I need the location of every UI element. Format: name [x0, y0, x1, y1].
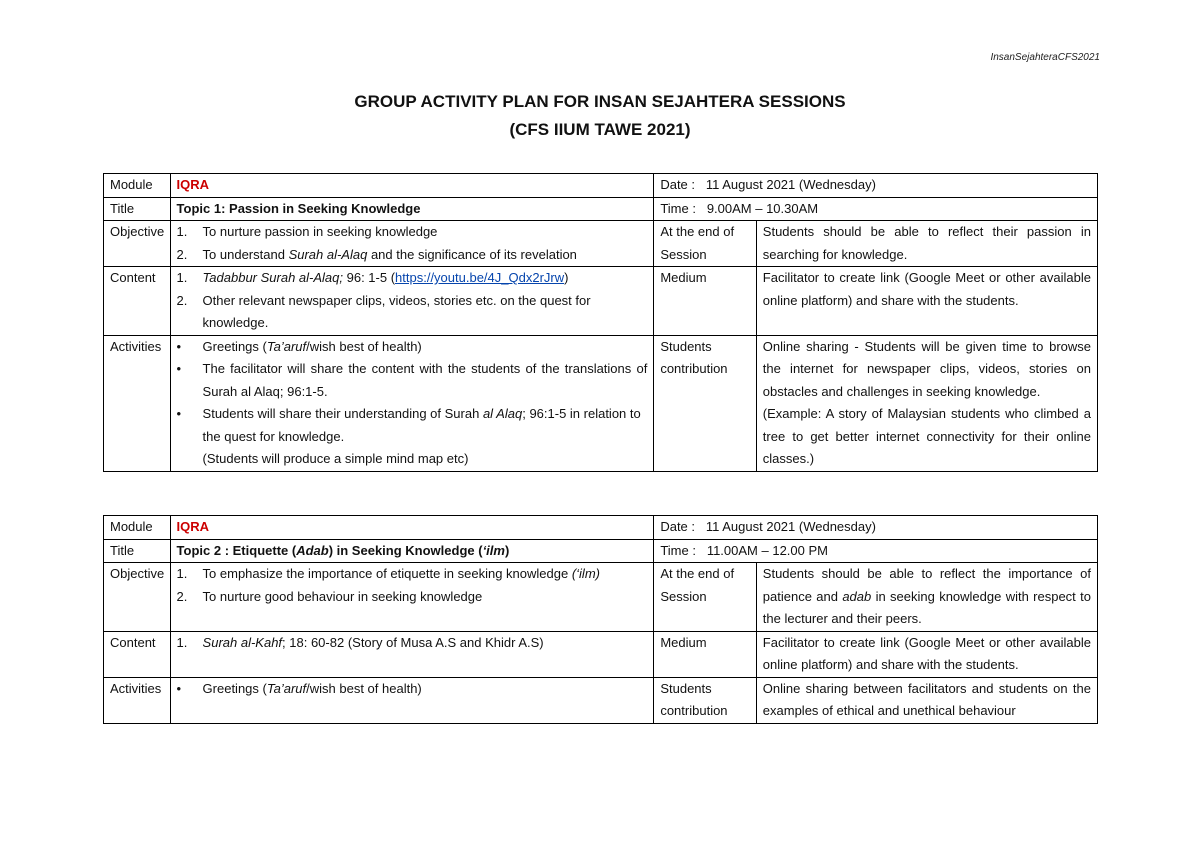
list-item: [177, 678, 648, 701]
list-item: [177, 632, 648, 655]
time-label: Time :: [660, 200, 696, 216]
medium-label: Medium: [654, 267, 756, 336]
list-item: [177, 403, 648, 471]
list-item: [177, 221, 648, 244]
time-value: 9.00AM – 10.30AM: [706, 200, 819, 216]
date-cell: [654, 174, 1098, 198]
medium-text: Facilitator to create link (Google Meet or other available online platform) and share with the students.: [756, 267, 1097, 336]
time-value: 11.00AM – 12.00 PM: [706, 542, 828, 558]
list-item: [177, 336, 648, 359]
list-item: [177, 586, 648, 609]
title-row: [104, 197, 1098, 221]
list-item: [177, 563, 648, 586]
document-title: [0, 88, 1200, 144]
list-number: 2.: [176, 292, 188, 308]
activity-text: The facilitator will share the content with the students of the translations of Surah al Alaq; 96:1-5.: [202, 361, 648, 399]
time-cell: [654, 197, 1098, 221]
list-number: 1.: [176, 224, 188, 239]
students-contribution-text: Online sharing between facilitators and students on the examples of ethical and unethical behaviour: [756, 677, 1097, 723]
time-label: Time :: [660, 542, 696, 558]
activities-row: [104, 335, 1098, 471]
title-label: Title: [104, 539, 171, 563]
objective-row: [104, 563, 1098, 632]
students-contribution-text: Online sharing - Students will be given time to browse the internet for newspaper clips, videos, stories on obstacles and challenges in seeking knowledge. (Example: A story of Malaysian students who climbed a tree to get better internet connectivity for their online classes.): [756, 335, 1097, 471]
objective-text: To nurture good behaviour in seeking knowledge: [202, 588, 483, 604]
title-line-1: GROUP ACTIVITY PLAN FOR INSAN SEJAHTERA SESSIONS: [354, 92, 846, 111]
list-number: 2.: [176, 246, 188, 262]
bullet-icon: •: [176, 338, 182, 354]
objective-text: To understand Surah al-Alaq and the significance of its revelation: [202, 246, 577, 262]
objective-label: Objective: [104, 221, 171, 267]
activities-label: Activities: [104, 677, 171, 723]
objective-text: To emphasize the importance of etiquette in seeking knowledge (‘ilm): [202, 566, 600, 581]
objective-row: [104, 221, 1098, 267]
date-cell: [654, 516, 1098, 540]
content-label: Content: [104, 267, 171, 336]
bullet-icon: •: [176, 361, 182, 376]
objective-text: To nurture passion in seeking knowledge: [202, 224, 438, 239]
list-number: 2.: [176, 588, 188, 604]
objective-list: [170, 563, 654, 632]
title-label: Title: [104, 197, 171, 221]
content-text: Other relevant newspaper clips, videos, stories etc. on the quest for knowledge.: [202, 292, 591, 330]
activity-plan-table-1: [103, 173, 1098, 472]
topic-title: Topic 2 : Etiquette (Adab) in Seeking Knowledge (‘ilm): [170, 539, 654, 563]
date-label: Date :: [660, 177, 696, 192]
list-item: [177, 290, 648, 335]
activity-text: Greetings (Ta’aruf/wish best of health): [202, 338, 422, 354]
activities-row: [104, 677, 1098, 723]
content-row: [104, 631, 1098, 677]
medium-text: Facilitator to create link (Google Meet or other available online platform) and share with the students.: [756, 631, 1097, 677]
list-item: [177, 358, 648, 403]
list-number: 1.: [176, 566, 188, 581]
learning-outcome: Students should be able to reflect the importance of patience and adab in seeking knowledge with respect to the lecturer and their peers.: [756, 563, 1097, 632]
content-label: Content: [104, 631, 171, 677]
list-number: 1.: [176, 634, 188, 650]
end-of-session-label: At the end of Session: [654, 221, 756, 267]
date-label: Date :: [660, 519, 696, 534]
date-value: 11 August 2021 (Wednesday): [705, 177, 876, 192]
activity-text: Greetings (Ta’aruf/wish best of health): [202, 680, 422, 696]
list-number: 1.: [176, 270, 188, 285]
activities-list: [170, 335, 654, 471]
medium-label: Medium: [654, 631, 756, 677]
youtube-link[interactable]: https://youtu.be/4J_Qdx2rJrw: [395, 270, 565, 285]
time-cell: [654, 539, 1098, 563]
module-value: IQRA: [176, 519, 210, 534]
activity-text: Students will share their understanding of Surah al Alaq; 96:1-5 in relation to the quest for knowledge. (Students will produce a simple mind map etc): [202, 406, 641, 466]
list-item: [177, 244, 648, 267]
module-row: [104, 516, 1098, 540]
content-text: Surah al-Kahf; 18: 60-82 (Story of Musa A.S and Khidr A.S): [202, 634, 544, 650]
content-list: [170, 267, 654, 336]
title-row: [104, 539, 1098, 563]
activity-plan-table-2: [103, 515, 1098, 724]
students-contribution-label: Students contribution: [654, 677, 756, 723]
activities-label: Activities: [104, 335, 171, 471]
header-tag: InsanSejahteraCFS2021: [990, 52, 1100, 63]
learning-outcome: Students should be able to reflect their passion in searching for knowledge.: [756, 221, 1097, 267]
module-label: Module: [104, 174, 171, 198]
activities-list: [170, 677, 654, 723]
module-value: IQRA: [176, 177, 210, 192]
topic-title: Topic 1: Passion in Seeking Knowledge: [170, 197, 654, 221]
objective-list: [170, 221, 654, 267]
module-row: [104, 174, 1098, 198]
list-item: [177, 267, 648, 290]
module-label: Module: [104, 516, 171, 540]
students-contribution-label: Students contribution: [654, 335, 756, 471]
end-of-session-label: At the end of Session: [654, 563, 756, 632]
date-value: 11 August 2021 (Wednesday): [705, 519, 876, 534]
content-list: [170, 631, 654, 677]
content-row: [104, 267, 1098, 336]
content-text: Tadabbur Surah al-Alaq; 96: 1-5 (https://youtu.be/4J_Qdx2rJrw): [202, 270, 569, 285]
bullet-icon: •: [176, 680, 182, 696]
bullet-icon: •: [176, 406, 182, 421]
title-line-2: (CFS IIUM TAWE 2021): [509, 120, 691, 139]
objective-label: Objective: [104, 563, 171, 632]
